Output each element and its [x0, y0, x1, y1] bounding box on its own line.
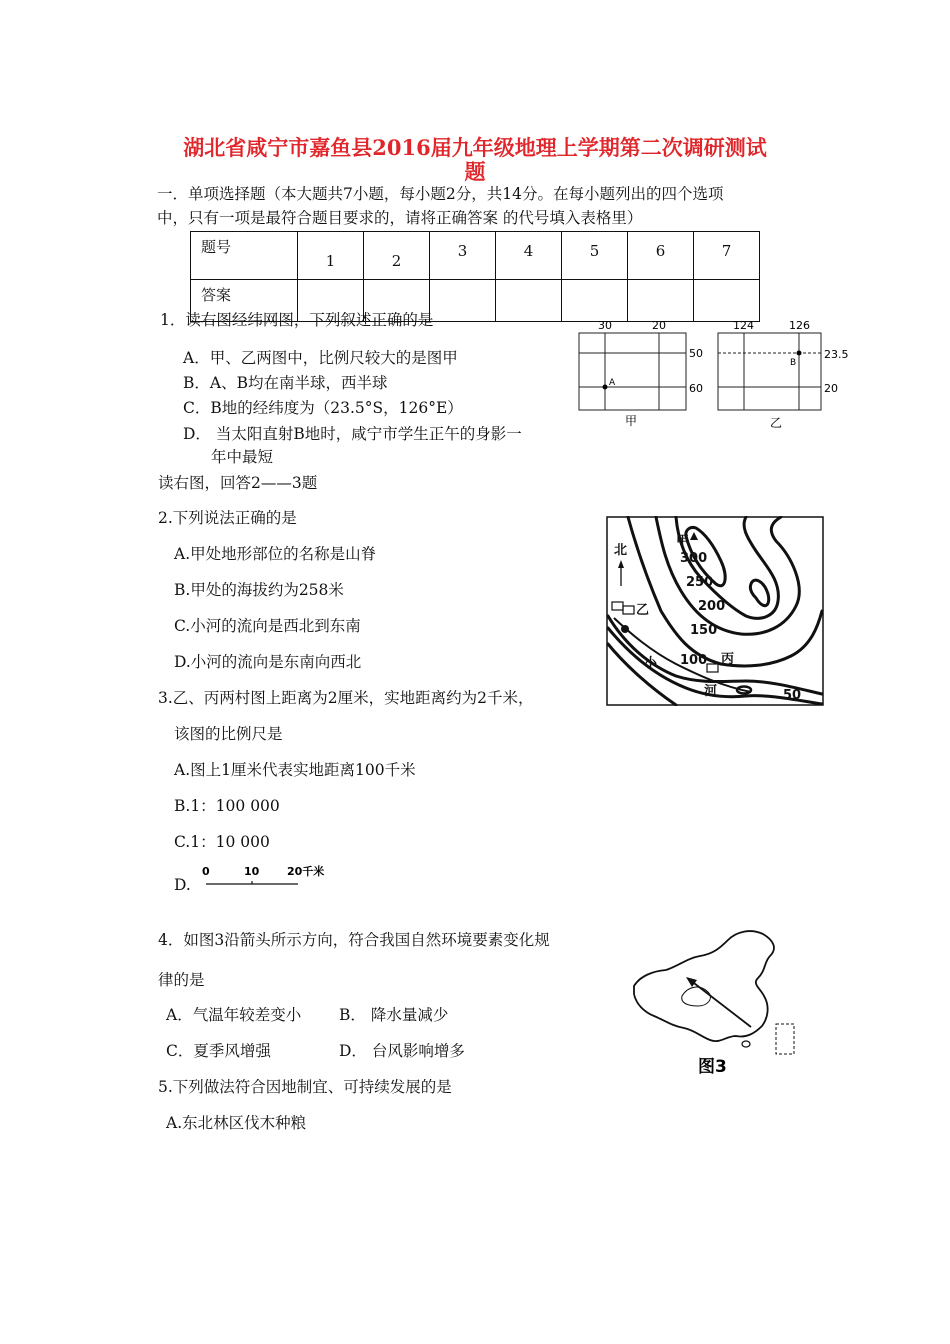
table-cell-number-3: 3	[430, 232, 496, 280]
yi-label-20: 20	[824, 382, 838, 395]
contour-label-300: 300	[680, 551, 708, 566]
scale-bar-label-10: 10	[244, 865, 260, 878]
plateau-outline-shape	[682, 987, 711, 1006]
q4-stem-line1: 4．如图3沿箭头所示方向，符合我国自然环境要素变化规	[158, 931, 550, 949]
contour-label-250: 250	[686, 575, 714, 590]
yi-label-126: 126	[789, 319, 810, 332]
china-outline-shape	[634, 931, 774, 1041]
table-cell-number-7: 7	[694, 232, 760, 280]
table-header-number: 题号	[191, 232, 298, 280]
table-header-answer: 答案	[191, 280, 298, 322]
contour-label-150: 150	[690, 623, 718, 638]
jia-label-60: 60	[689, 382, 703, 395]
document-title: 湖北省咸宁市嘉鱼县2016届九年级地理上学期第二次调研测试	[183, 135, 767, 160]
china-map-figure	[628, 926, 800, 1074]
village-bing-label: 丙	[721, 652, 735, 667]
document-title-continued: 题	[464, 159, 486, 184]
q2-option-c: C.小河的流向是西北到东南	[174, 617, 361, 635]
south-sea-inset-box	[776, 1024, 794, 1054]
q3-option-b: B.1：100 000	[174, 797, 280, 815]
q4-option-a: A．气温年较差变小	[166, 1006, 302, 1024]
answer-cell-3[interactable]	[430, 280, 496, 322]
jia-caption: 甲	[625, 414, 638, 428]
contour-label-50: 50	[783, 688, 802, 703]
river-label-xiao: 小	[644, 656, 658, 671]
q5-stem: 5.下列做法符合因地制宜、可持续发展的是	[158, 1078, 452, 1096]
village-yi-label: 乙	[636, 603, 650, 618]
river-label-he: 河	[704, 684, 718, 699]
jia-label-50: 50	[689, 347, 703, 360]
q2-stem: 2.下列说法正确的是	[158, 509, 297, 527]
q3-stem-line1: 3.乙、丙两村图上距离为2厘米，实地距离约为2千米，	[158, 689, 534, 707]
north-label: 北	[614, 543, 628, 558]
q4-option-b: B． 降水量减少	[339, 1006, 449, 1024]
q4-option-d: D． 台风影响增多	[339, 1042, 465, 1060]
q1-stem: 1．读右图经纬网图，下列叙述正确的是	[160, 311, 434, 329]
q3-option-a: A.图上1厘米代表实地距离100千米	[174, 761, 416, 779]
river-source-dot	[621, 625, 629, 633]
q2-option-b: B.甲处的海拔约为258米	[174, 581, 344, 599]
q4-stem-line2: 律的是	[158, 971, 205, 989]
q2-option-a: A.甲处地形部位的名称是山脊	[174, 545, 377, 563]
graticule-figure-jia	[579, 319, 703, 428]
q1-option-d-continued: 年中最短	[211, 448, 274, 466]
table-cell-number-1: 1	[298, 232, 364, 280]
yi-label-124: 124	[733, 319, 754, 332]
jia-label-30: 30	[598, 319, 612, 332]
table-cell-number-4: 4	[496, 232, 562, 280]
q1-option-a: A．甲、乙两图中，比例尺较大的是图甲	[183, 349, 458, 367]
hainan-island-shape	[742, 1041, 750, 1047]
q2-option-d: D.小河的流向是东南向西北	[174, 653, 362, 671]
scale-bar-figure	[198, 860, 338, 894]
contour-label-200: 200	[698, 599, 726, 614]
table-cell-number-2: 2	[364, 232, 430, 280]
q4-option-c: C．夏季风增强	[166, 1042, 271, 1060]
section-instructions-line1: 一．单项选择题（本大题共7小题，每小题2分，共14分。在每小题列出的四个选项	[157, 185, 724, 203]
contour-label-100: 100	[680, 653, 708, 668]
yi-caption: 乙	[770, 416, 783, 430]
answer-table	[190, 231, 760, 322]
scale-bar-label-20km: 20千米	[287, 865, 325, 878]
graticule-figures	[570, 316, 860, 434]
q3-stem-line2: 该图的比例尺是	[174, 725, 283, 743]
jia-label-20: 20	[652, 319, 666, 332]
yi-label-23-5: 23.5	[824, 348, 849, 361]
table-cell-number-5: 5	[562, 232, 628, 280]
q3-option-c: C.1：10 000	[174, 833, 270, 851]
q5-option-a: A.东北林区伐木种粮	[166, 1114, 307, 1132]
point-a-label: A	[609, 378, 616, 388]
peak-label: 甲	[676, 534, 690, 549]
table-cell-number-6: 6	[628, 232, 694, 280]
contour-map	[606, 516, 824, 706]
q1-option-c: C．B地的经纬度为（23.5°S，126°E）	[183, 399, 463, 417]
intro-questions-2-3: 读右图，回答2——3题	[158, 474, 318, 492]
answer-table-number-row	[191, 232, 760, 280]
q1-option-d: D． 当太阳直射B地时，咸宁市学生正午的身影一	[183, 425, 522, 443]
direction-arrow-icon	[690, 980, 751, 1027]
figure-3-caption: 图3	[698, 1057, 727, 1074]
direction-arrowhead-icon	[686, 977, 697, 987]
graticule-figure-yi	[718, 319, 849, 430]
answer-cell-4[interactable]	[496, 280, 562, 322]
q3-option-d: D.	[174, 876, 191, 894]
point-b-label: B	[790, 358, 797, 368]
section-instructions-line2: 中，只有一项是最符合题目要求的，请将正确答案 的代号填入表格里）	[157, 209, 643, 227]
q1-option-b: B．A、B均在南半球，西半球	[183, 374, 388, 392]
scale-bar-label-0: 0	[202, 865, 210, 878]
